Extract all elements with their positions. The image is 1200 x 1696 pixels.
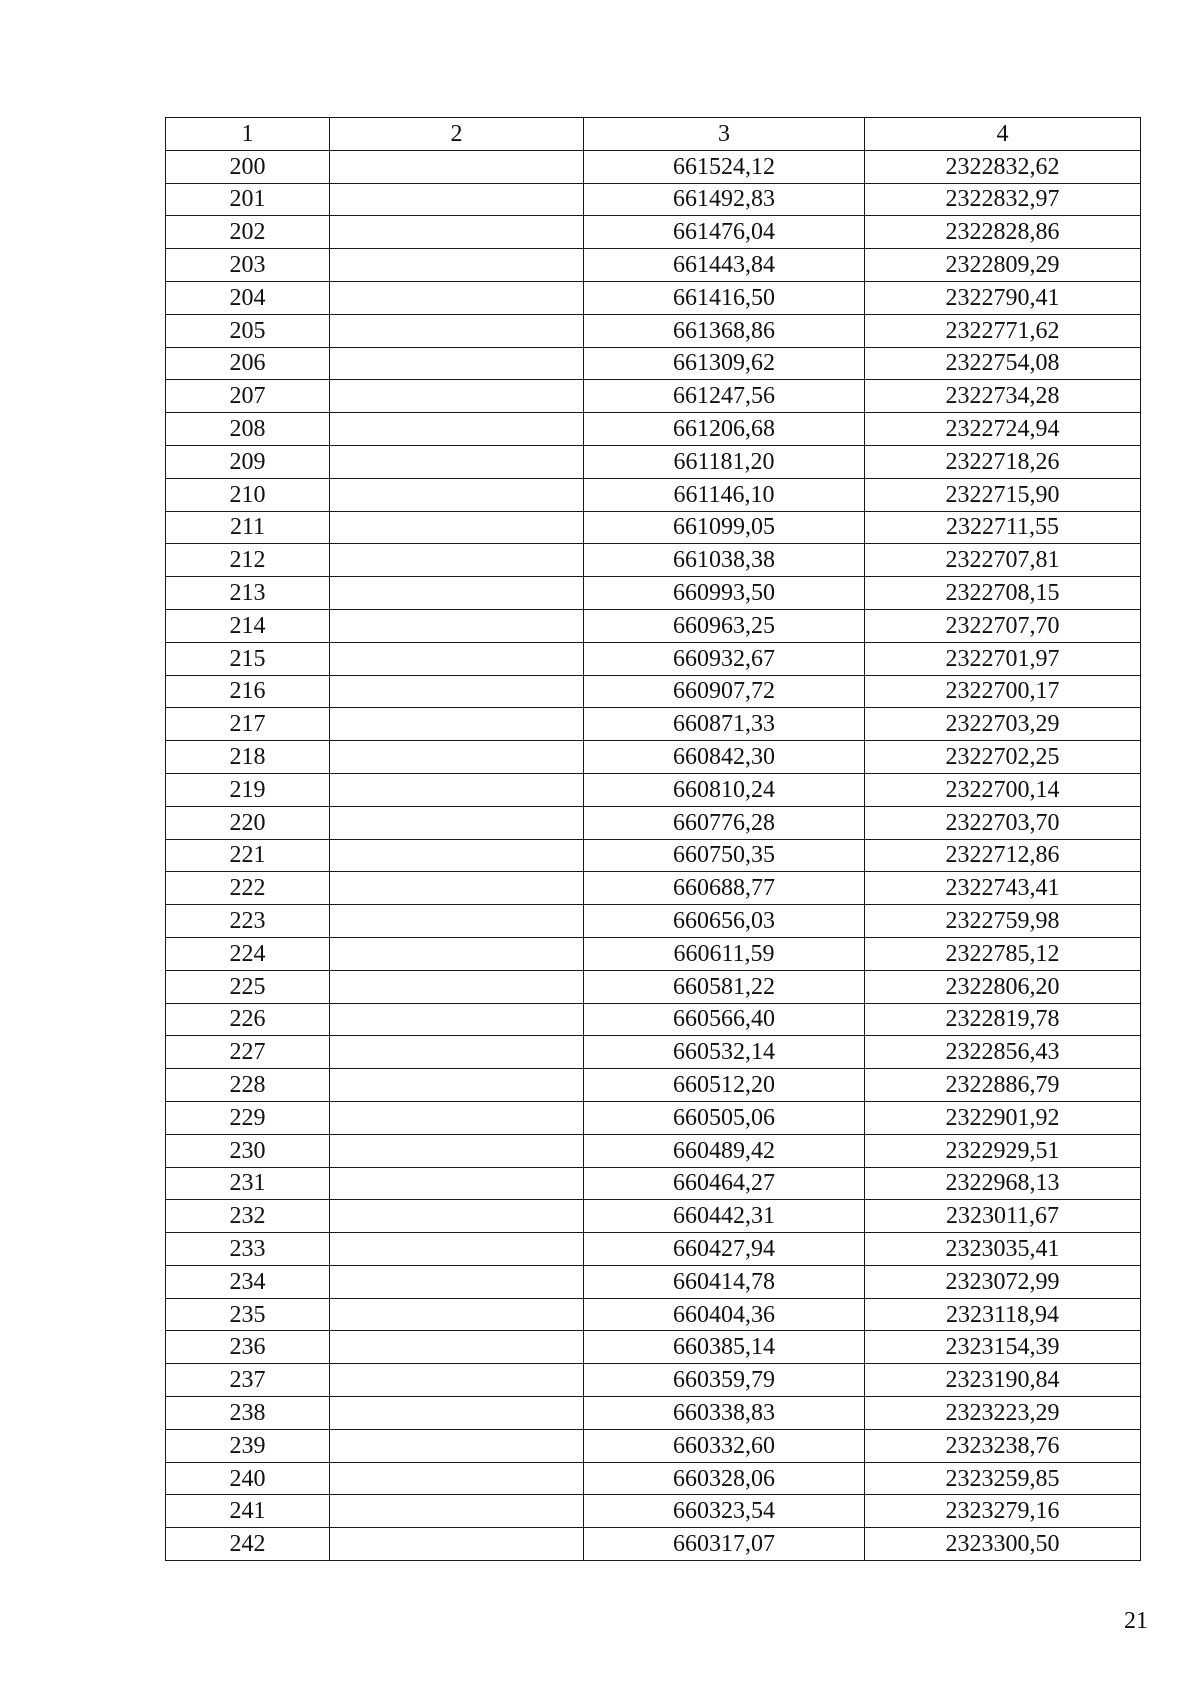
table-row (166, 445, 1141, 478)
point-number-cell: 200 (166, 150, 330, 183)
description-cell (330, 937, 584, 970)
y-coordinate-cell: 2322724,94 (865, 413, 1141, 446)
column-header: 3 (584, 118, 865, 151)
point-number-cell: 208 (166, 413, 330, 446)
x-coordinate-cell: 660611,59 (584, 937, 865, 970)
x-coordinate-cell: 661492,83 (584, 183, 865, 216)
x-coordinate-cell: 660317,07 (584, 1528, 865, 1561)
point-number-cell: 239 (166, 1429, 330, 1462)
x-coordinate-cell: 661099,05 (584, 511, 865, 544)
table-row (166, 1495, 1141, 1528)
point-number-cell: 212 (166, 544, 330, 577)
table-row (166, 249, 1141, 282)
x-coordinate-cell: 660532,14 (584, 1036, 865, 1069)
page-number: 21 (1124, 1608, 1148, 1634)
x-coordinate-cell: 660581,22 (584, 970, 865, 1003)
description-cell (330, 1495, 584, 1528)
table-row (166, 413, 1141, 446)
table-row (166, 675, 1141, 708)
y-coordinate-cell: 2322785,12 (865, 937, 1141, 970)
x-coordinate-cell: 660464,27 (584, 1167, 865, 1200)
description-cell (330, 281, 584, 314)
point-number-cell: 203 (166, 249, 330, 282)
x-coordinate-cell: 660810,24 (584, 773, 865, 806)
point-number-cell: 229 (166, 1101, 330, 1134)
y-coordinate-cell: 2322700,17 (865, 675, 1141, 708)
y-coordinate-cell: 2323238,76 (865, 1429, 1141, 1462)
description-cell (330, 1233, 584, 1266)
point-number-cell: 231 (166, 1167, 330, 1200)
x-coordinate-cell: 660338,83 (584, 1397, 865, 1430)
description-cell (330, 314, 584, 347)
y-coordinate-cell: 2322707,81 (865, 544, 1141, 577)
point-number-cell: 220 (166, 806, 330, 839)
table-row (166, 478, 1141, 511)
table-row (166, 937, 1141, 970)
description-cell (330, 806, 584, 839)
y-coordinate-cell: 2322703,70 (865, 806, 1141, 839)
description-cell (330, 1036, 584, 1069)
table-row (166, 708, 1141, 741)
description-cell (330, 249, 584, 282)
point-number-cell: 222 (166, 872, 330, 905)
table-row (166, 577, 1141, 610)
description-cell (330, 609, 584, 642)
point-number-cell: 232 (166, 1200, 330, 1233)
table-row (166, 1167, 1141, 1200)
table-row (166, 347, 1141, 380)
y-coordinate-cell: 2322968,13 (865, 1167, 1141, 1200)
description-cell (330, 150, 584, 183)
y-coordinate-cell: 2322886,79 (865, 1069, 1141, 1102)
coordinates-table (165, 117, 1141, 1561)
x-coordinate-cell: 661416,50 (584, 281, 865, 314)
x-coordinate-cell: 660505,06 (584, 1101, 865, 1134)
y-coordinate-cell: 2322703,29 (865, 708, 1141, 741)
description-cell (330, 1397, 584, 1430)
x-coordinate-cell: 660750,35 (584, 839, 865, 872)
table-row (166, 1331, 1141, 1364)
y-coordinate-cell: 2323259,85 (865, 1462, 1141, 1495)
x-coordinate-cell: 661524,12 (584, 150, 865, 183)
point-number-cell: 217 (166, 708, 330, 741)
x-coordinate-cell: 661247,56 (584, 380, 865, 413)
description-cell (330, 1167, 584, 1200)
table-row (166, 1429, 1141, 1462)
description-cell (330, 905, 584, 938)
point-number-cell: 224 (166, 937, 330, 970)
y-coordinate-cell: 2322702,25 (865, 741, 1141, 774)
y-coordinate-cell: 2323035,41 (865, 1233, 1141, 1266)
description-cell (330, 1003, 584, 1036)
x-coordinate-cell: 660871,33 (584, 708, 865, 741)
y-coordinate-cell: 2323190,84 (865, 1364, 1141, 1397)
table-header-row (166, 118, 1141, 151)
x-coordinate-cell: 660688,77 (584, 872, 865, 905)
x-coordinate-cell: 660512,20 (584, 1069, 865, 1102)
y-coordinate-cell: 2322718,26 (865, 445, 1141, 478)
table-row (166, 511, 1141, 544)
table-body (166, 150, 1141, 1560)
y-coordinate-cell: 2322828,86 (865, 216, 1141, 249)
description-cell (330, 413, 584, 446)
description-cell (330, 1331, 584, 1364)
y-coordinate-cell: 2322712,86 (865, 839, 1141, 872)
x-coordinate-cell: 661146,10 (584, 478, 865, 511)
point-number-cell: 228 (166, 1069, 330, 1102)
x-coordinate-cell: 661181,20 (584, 445, 865, 478)
point-number-cell: 221 (166, 839, 330, 872)
table-row (166, 872, 1141, 905)
description-cell (330, 347, 584, 380)
description-cell (330, 544, 584, 577)
point-number-cell: 213 (166, 577, 330, 610)
y-coordinate-cell: 2322809,29 (865, 249, 1141, 282)
x-coordinate-cell: 661443,84 (584, 249, 865, 282)
point-number-cell: 225 (166, 970, 330, 1003)
table-row (166, 642, 1141, 675)
point-number-cell: 214 (166, 609, 330, 642)
point-number-cell: 226 (166, 1003, 330, 1036)
point-number-cell: 223 (166, 905, 330, 938)
point-number-cell: 233 (166, 1233, 330, 1266)
table-row (166, 380, 1141, 413)
y-coordinate-cell: 2322734,28 (865, 380, 1141, 413)
table-row (166, 1003, 1141, 1036)
description-cell (330, 1200, 584, 1233)
description-cell (330, 1101, 584, 1134)
description-cell (330, 1462, 584, 1495)
description-cell (330, 1528, 584, 1561)
x-coordinate-cell: 660442,31 (584, 1200, 865, 1233)
table-row (166, 1134, 1141, 1167)
table-row (166, 1265, 1141, 1298)
y-coordinate-cell: 2322759,98 (865, 905, 1141, 938)
table-row (166, 1397, 1141, 1430)
description-cell (330, 183, 584, 216)
point-number-cell: 241 (166, 1495, 330, 1528)
table-row (166, 1200, 1141, 1233)
table-row (166, 1069, 1141, 1102)
point-number-cell: 209 (166, 445, 330, 478)
x-coordinate-cell: 660932,67 (584, 642, 865, 675)
description-cell (330, 1298, 584, 1331)
description-cell (330, 478, 584, 511)
table-row (166, 806, 1141, 839)
x-coordinate-cell: 661476,04 (584, 216, 865, 249)
point-number-cell: 201 (166, 183, 330, 216)
x-coordinate-cell: 661038,38 (584, 544, 865, 577)
x-coordinate-cell: 660963,25 (584, 609, 865, 642)
point-number-cell: 234 (166, 1265, 330, 1298)
x-coordinate-cell: 660359,79 (584, 1364, 865, 1397)
table-row (166, 314, 1141, 347)
table-row (166, 544, 1141, 577)
y-coordinate-cell: 2323279,16 (865, 1495, 1141, 1528)
y-coordinate-cell: 2323223,29 (865, 1397, 1141, 1430)
y-coordinate-cell: 2322929,51 (865, 1134, 1141, 1167)
point-number-cell: 210 (166, 478, 330, 511)
table-row (166, 905, 1141, 938)
x-coordinate-cell: 660656,03 (584, 905, 865, 938)
table-row (166, 216, 1141, 249)
column-header: 2 (330, 118, 584, 151)
y-coordinate-cell: 2322708,15 (865, 577, 1141, 610)
table-row (166, 970, 1141, 1003)
table-row (166, 1298, 1141, 1331)
point-number-cell: 236 (166, 1331, 330, 1364)
description-cell (330, 872, 584, 905)
description-cell (330, 970, 584, 1003)
y-coordinate-cell: 2322711,55 (865, 511, 1141, 544)
y-coordinate-cell: 2322806,20 (865, 970, 1141, 1003)
y-coordinate-cell: 2323154,39 (865, 1331, 1141, 1364)
y-coordinate-cell: 2322700,14 (865, 773, 1141, 806)
x-coordinate-cell: 660332,60 (584, 1429, 865, 1462)
point-number-cell: 238 (166, 1397, 330, 1430)
column-header: 1 (166, 118, 330, 151)
point-number-cell: 218 (166, 741, 330, 774)
y-coordinate-cell: 2322832,97 (865, 183, 1141, 216)
point-number-cell: 227 (166, 1036, 330, 1069)
point-number-cell: 204 (166, 281, 330, 314)
description-cell (330, 1265, 584, 1298)
table-row (166, 183, 1141, 216)
y-coordinate-cell: 2323300,50 (865, 1528, 1141, 1561)
x-coordinate-cell: 660907,72 (584, 675, 865, 708)
y-coordinate-cell: 2322743,41 (865, 872, 1141, 905)
y-coordinate-cell: 2323118,94 (865, 1298, 1141, 1331)
description-cell (330, 216, 584, 249)
point-number-cell: 215 (166, 642, 330, 675)
y-coordinate-cell: 2322707,70 (865, 609, 1141, 642)
x-coordinate-cell: 660993,50 (584, 577, 865, 610)
description-cell (330, 741, 584, 774)
x-coordinate-cell: 660427,94 (584, 1233, 865, 1266)
coordinates-table-container (165, 117, 1140, 1561)
x-coordinate-cell: 660404,36 (584, 1298, 865, 1331)
table-row (166, 281, 1141, 314)
x-coordinate-cell: 660323,54 (584, 1495, 865, 1528)
column-header: 4 (865, 118, 1141, 151)
y-coordinate-cell: 2323011,67 (865, 1200, 1141, 1233)
point-number-cell: 230 (166, 1134, 330, 1167)
table-row (166, 741, 1141, 774)
point-number-cell: 237 (166, 1364, 330, 1397)
x-coordinate-cell: 661206,68 (584, 413, 865, 446)
y-coordinate-cell: 2322715,90 (865, 478, 1141, 511)
y-coordinate-cell: 2322856,43 (865, 1036, 1141, 1069)
description-cell (330, 708, 584, 741)
point-number-cell: 219 (166, 773, 330, 806)
point-number-cell: 240 (166, 1462, 330, 1495)
table-row (166, 1528, 1141, 1561)
point-number-cell: 205 (166, 314, 330, 347)
description-cell (330, 1429, 584, 1462)
y-coordinate-cell: 2322819,78 (865, 1003, 1141, 1036)
point-number-cell: 216 (166, 675, 330, 708)
y-coordinate-cell: 2322771,62 (865, 314, 1141, 347)
x-coordinate-cell: 660414,78 (584, 1265, 865, 1298)
point-number-cell: 206 (166, 347, 330, 380)
description-cell (330, 675, 584, 708)
description-cell (330, 445, 584, 478)
x-coordinate-cell: 661368,86 (584, 314, 865, 347)
y-coordinate-cell: 2322901,92 (865, 1101, 1141, 1134)
table-row (166, 1462, 1141, 1495)
table-row (166, 1233, 1141, 1266)
description-cell (330, 1364, 584, 1397)
point-number-cell: 207 (166, 380, 330, 413)
description-cell (330, 773, 584, 806)
table-row (166, 1364, 1141, 1397)
x-coordinate-cell: 660842,30 (584, 741, 865, 774)
point-number-cell: 242 (166, 1528, 330, 1561)
y-coordinate-cell: 2322701,97 (865, 642, 1141, 675)
x-coordinate-cell: 660385,14 (584, 1331, 865, 1364)
description-cell (330, 839, 584, 872)
y-coordinate-cell: 2322754,08 (865, 347, 1141, 380)
x-coordinate-cell: 660489,42 (584, 1134, 865, 1167)
point-number-cell: 202 (166, 216, 330, 249)
y-coordinate-cell: 2322832,62 (865, 150, 1141, 183)
table-row (166, 773, 1141, 806)
description-cell (330, 642, 584, 675)
x-coordinate-cell: 660776,28 (584, 806, 865, 839)
description-cell (330, 1069, 584, 1102)
description-cell (330, 380, 584, 413)
description-cell (330, 577, 584, 610)
table-row (166, 1101, 1141, 1134)
y-coordinate-cell: 2322790,41 (865, 281, 1141, 314)
table-row (166, 609, 1141, 642)
table-row (166, 1036, 1141, 1069)
description-cell (330, 1134, 584, 1167)
table-row (166, 839, 1141, 872)
y-coordinate-cell: 2323072,99 (865, 1265, 1141, 1298)
point-number-cell: 235 (166, 1298, 330, 1331)
point-number-cell: 211 (166, 511, 330, 544)
description-cell (330, 511, 584, 544)
table-row (166, 150, 1141, 183)
x-coordinate-cell: 660328,06 (584, 1462, 865, 1495)
x-coordinate-cell: 660566,40 (584, 1003, 865, 1036)
x-coordinate-cell: 661309,62 (584, 347, 865, 380)
